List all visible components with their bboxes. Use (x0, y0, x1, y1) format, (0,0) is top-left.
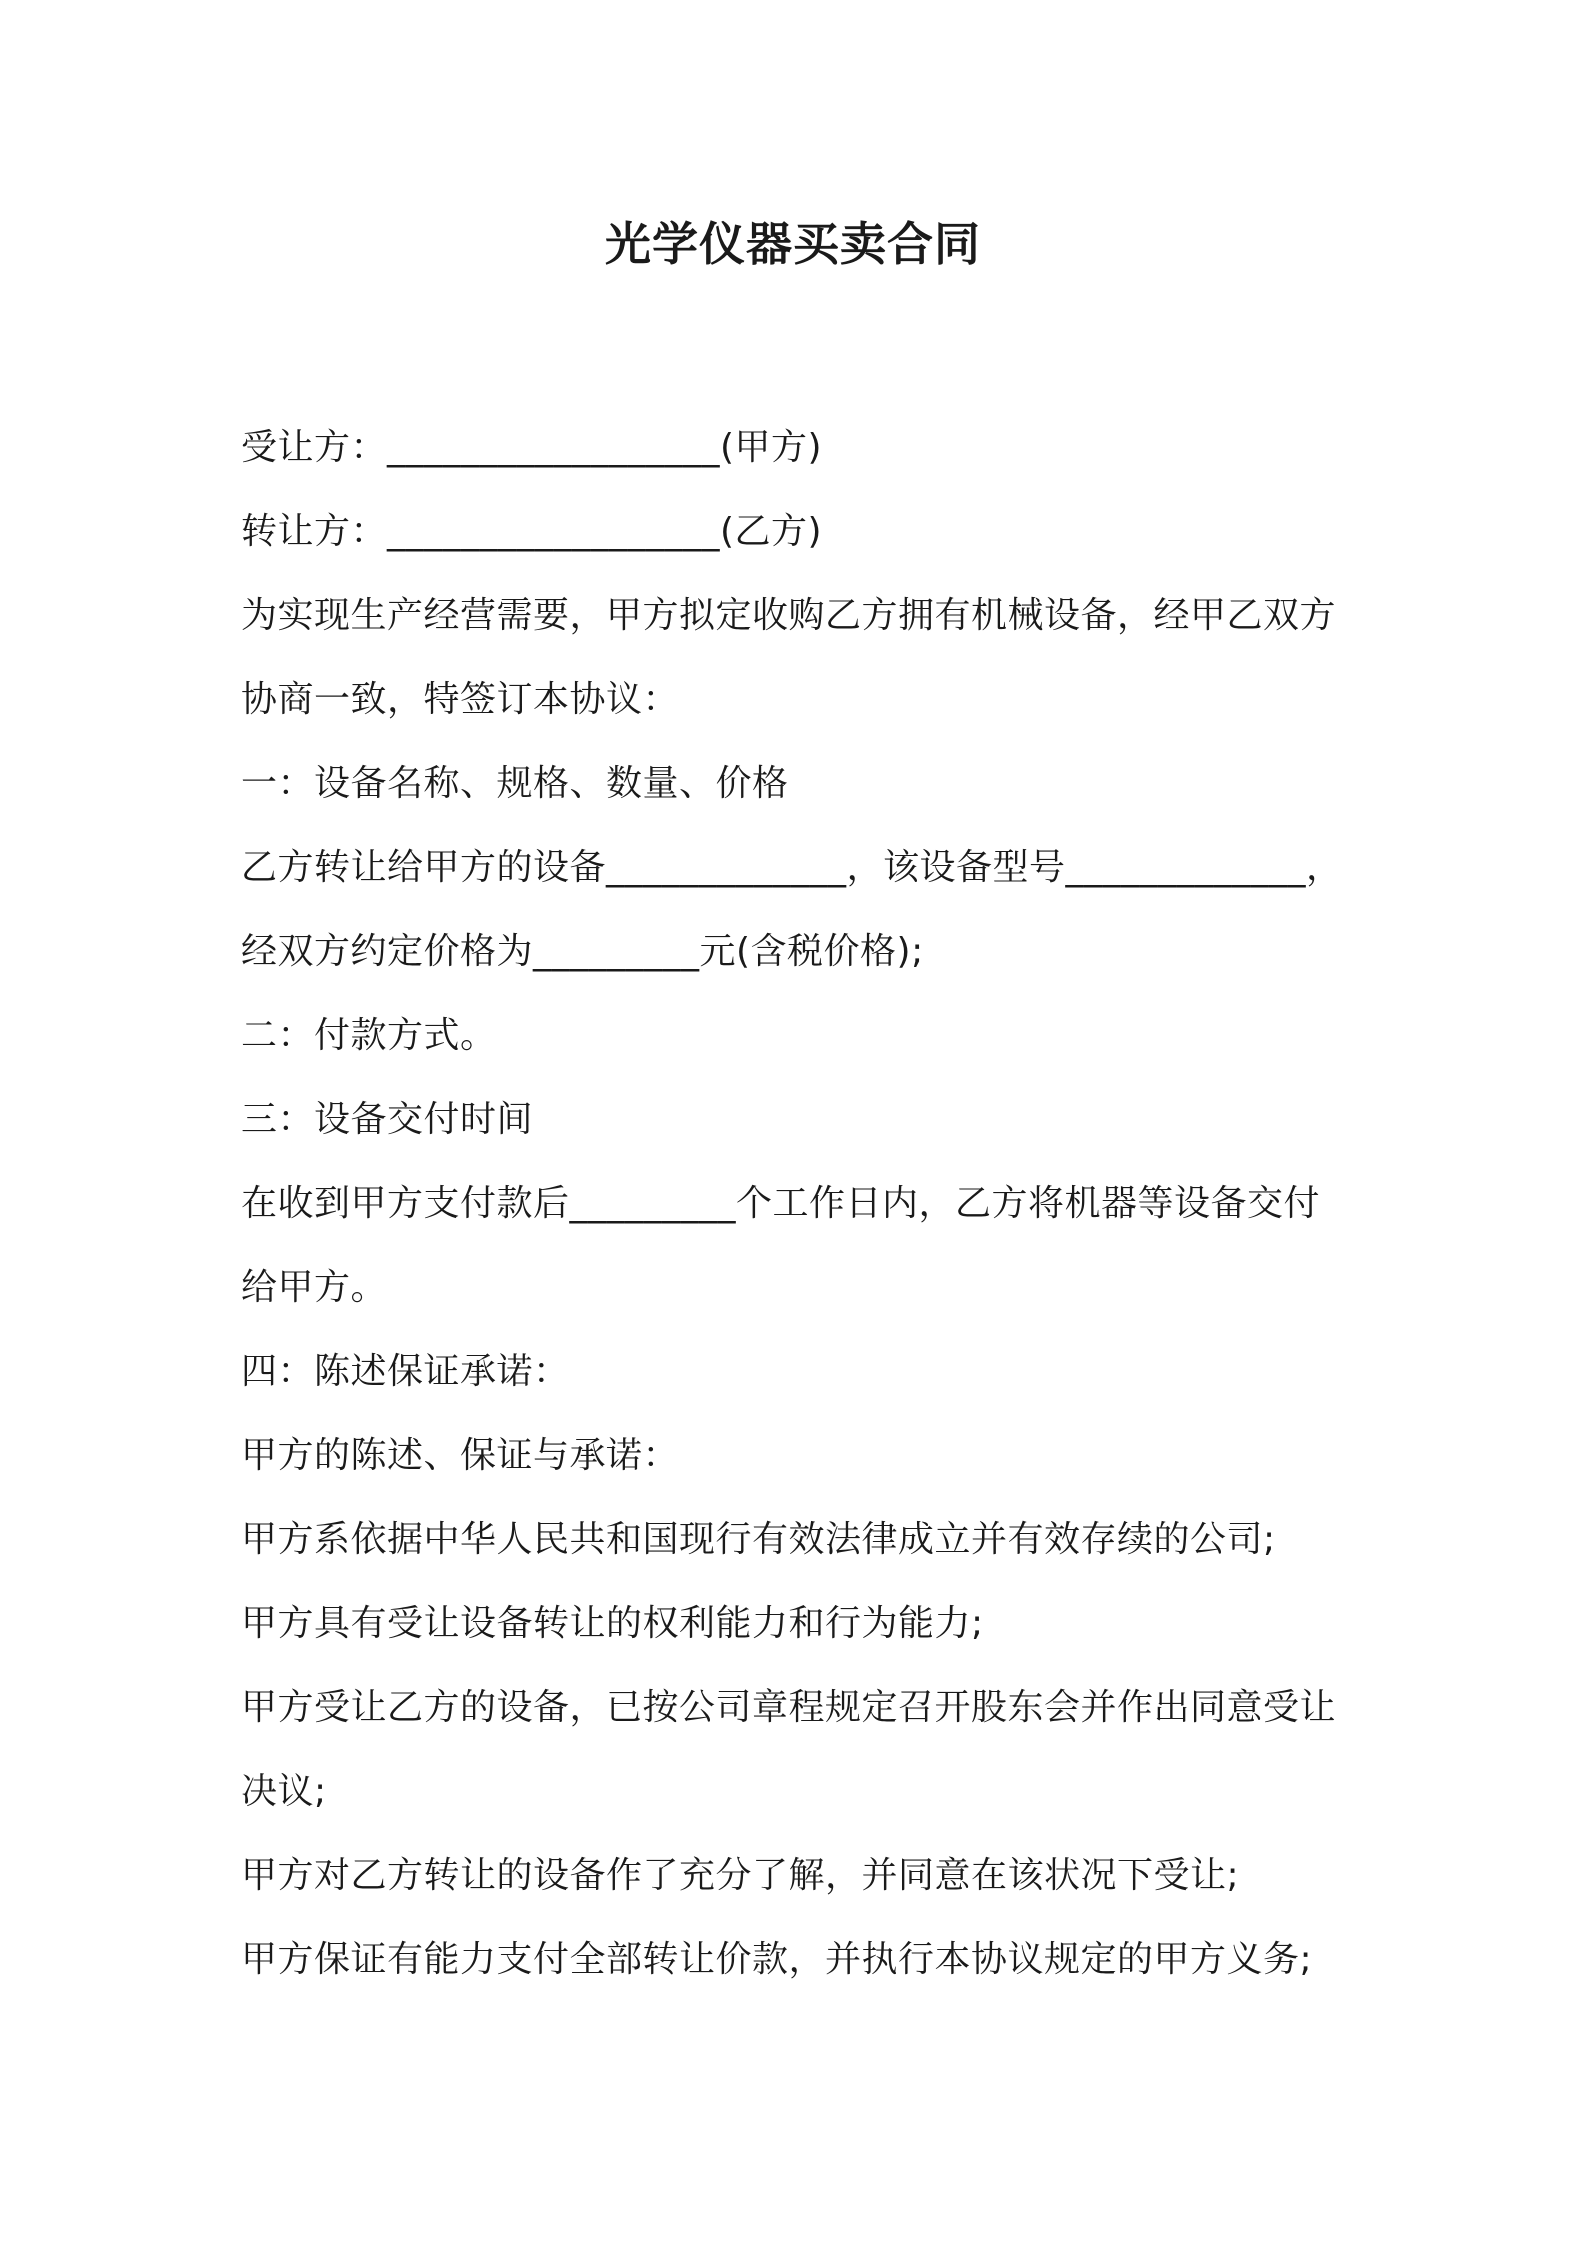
delivery-line-1: 在收到甲方支付款后_________个工作日内，乙方将机器等设备交付 (241, 1183, 1321, 1224)
assignee-line: 受让方：__________________(甲方) (241, 427, 823, 468)
preamble-line-1: 为实现生产经营需要，甲方拟定收购乙方拥有机械设备，经甲乙双方 (241, 595, 1337, 636)
section-2-heading: 二：付款方式。 (241, 1015, 497, 1056)
document-title: 光学仪器买卖合同 (605, 217, 981, 271)
warranty-line-3a: 甲方受让乙方的设备，已按公司章程规定召开股东会并作出同意受让 (241, 1687, 1337, 1728)
equipment-line-1: 乙方转让给甲方的设备_____________，该设备型号_____________， (241, 847, 1343, 888)
section-4-heading: 四：陈述保证承诺： (241, 1351, 570, 1392)
warranty-line-2: 甲方具有受让设备转让的权利能力和行为能力; (241, 1603, 984, 1644)
party-a-warranties-heading: 甲方的陈述、保证与承诺： (241, 1435, 680, 1476)
equipment-line-2: 经双方约定价格为_________元(含税价格); (241, 931, 924, 972)
warranty-line-1: 甲方系依据中华人民共和国现行有效法律成立并有效存续的公司; (241, 1519, 1276, 1560)
assignor-line: 转让方：__________________(乙方) (241, 511, 823, 552)
contract-body (241, 406, 1361, 2002)
preamble-line-2: 协商一致，特签订本协议： (241, 679, 680, 720)
section-3-heading: 三：设备交付时间 (241, 1099, 534, 1140)
delivery-line-2: 给甲方。 (241, 1267, 388, 1308)
warranty-line-5: 甲方保证有能力支付全部转让价款，并执行本协议规定的甲方义务; (241, 1939, 1313, 1980)
warranty-line-4: 甲方对乙方转让的设备作了充分了解，并同意在该状况下受让; (241, 1855, 1240, 1896)
warranty-line-3b: 决议; (241, 1771, 327, 1812)
section-1-heading: 一：设备名称、规格、数量、价格 (241, 763, 789, 804)
